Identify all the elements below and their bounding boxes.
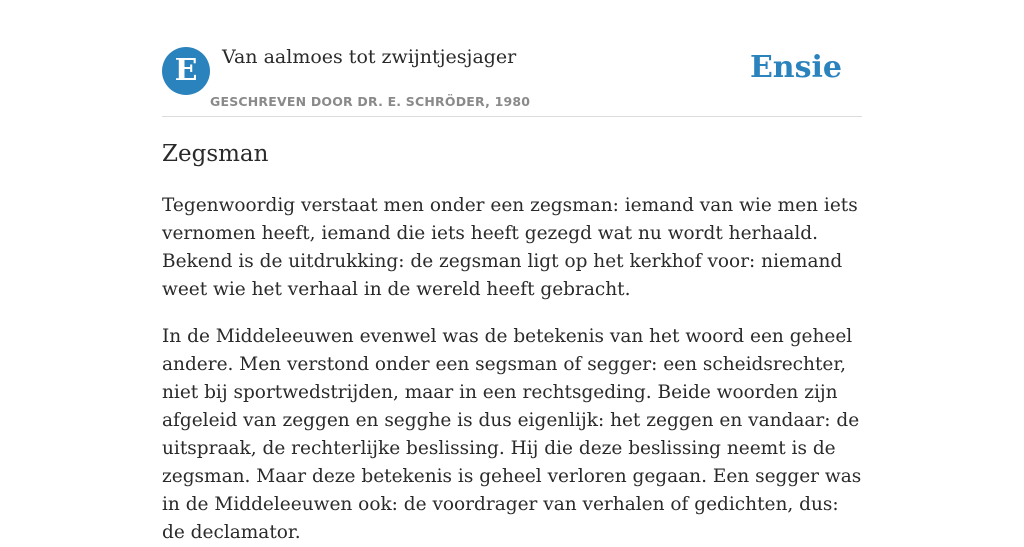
ensie-logo-icon[interactable]: [162, 47, 210, 95]
article-paragraph: In de Middeleeuwen evenwel was de betekenis van het woord een geheel andere. Men verstond onder een segsman of segger: een scheidsrechter, niet bij sportwedstrijden, maar in een rechtsgeding. Beide woorden zijn afgeleid van zeggen en segghe is dus eigenlijk: het zeggen en vandaar: de uitspraak, de rechterlijke beslissing. Hij die deze beslissing neemt is de zegsman. Maar deze betekenis is geheel verloren gegaan. Een segger was in de Middeleeuwen ook: de voordrager van verhalen of gedichten, dus: de declamator.: [162, 326, 862, 543]
entry-title: Zegsman: [162, 141, 269, 167]
site-header: [162, 0, 862, 117]
brand-logo-link[interactable]: Ensie: [749, 50, 842, 85]
article-paragraph: Tegenwoordig verstaat men onder een zegsman: iemand van wie men iets vernomen heeft, iemand die iets heeft gezegd wat nu wordt herhaald. Bekend is de uitdrukking: de zegsman ligt op het kerkhof voor: niemand weet wie het verhaal in de wereld heeft gebracht.: [162, 195, 858, 300]
author-byline: GESCHREVEN DOOR DR. E. SCHRÖDER, 1980: [210, 94, 531, 109]
book-title-link[interactable]: Van aalmoes tot zwijntjesjager: [222, 46, 517, 68]
article: [162, 138, 862, 547]
logo-letter: E: [174, 53, 198, 88]
